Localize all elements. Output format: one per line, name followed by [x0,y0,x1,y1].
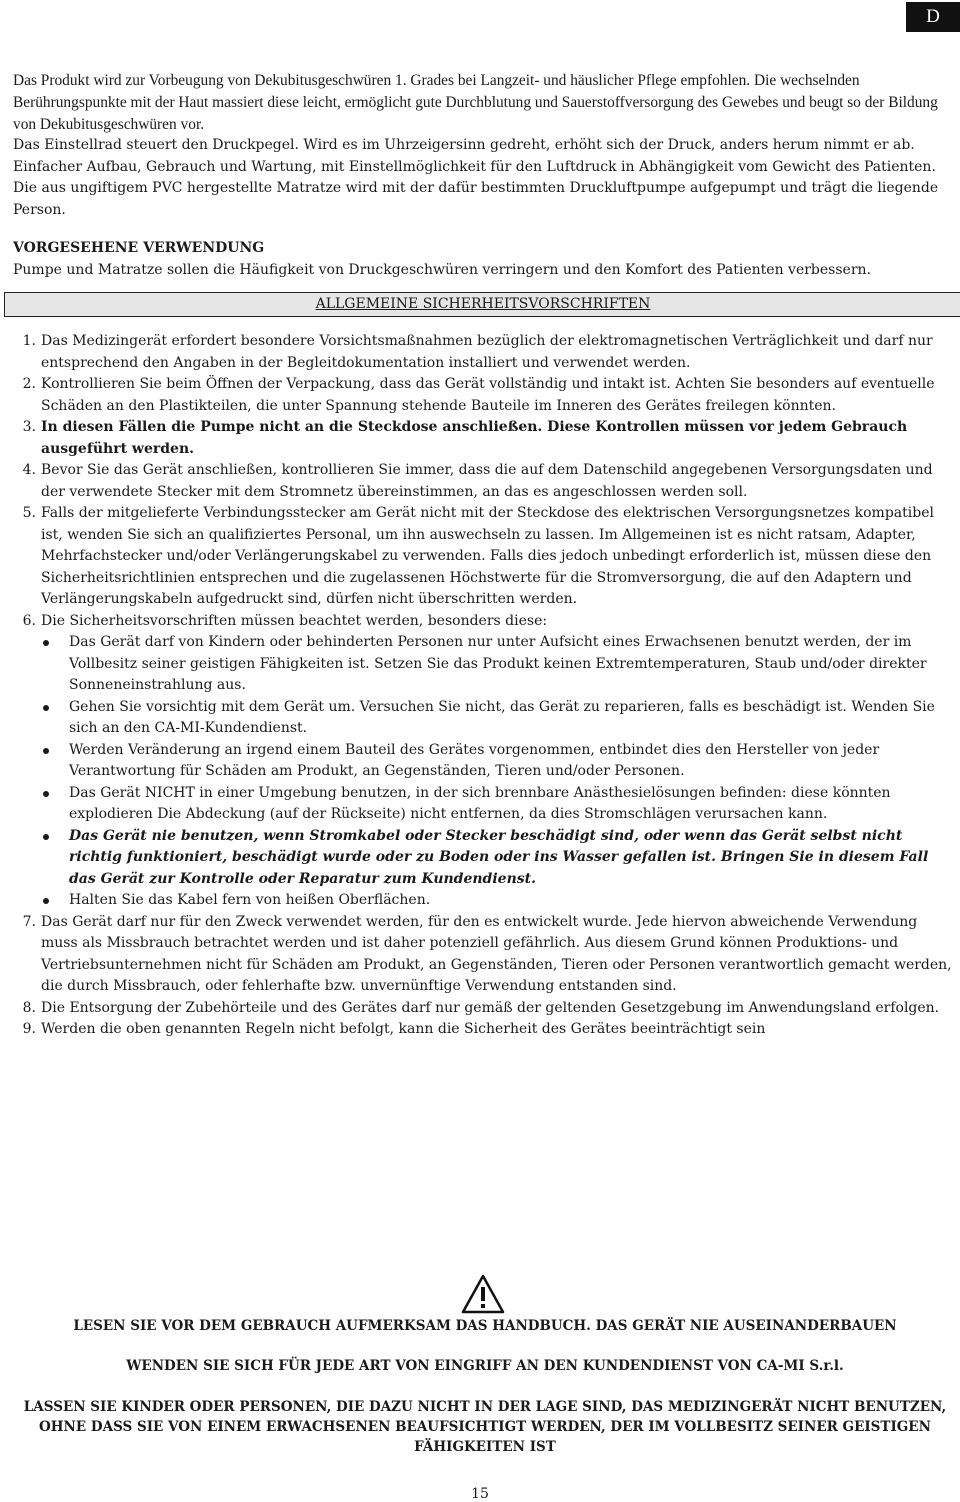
safety-sub-item: Das Gerät NICHT in einer Umgebung benutzen, in der sich brennbare Anästhesielösungen befinden: diese könnten explodieren Die Abdeckung (auf der Rückseite) nicht entfernen, da dies Stromschlägen verursachen kann. [41,783,957,826]
safety-rule [13,1019,957,1041]
rule-number: 4. [22,462,36,479]
rule-text: Das Medizingerät erfordert besondere Vorsichtsmaßnahmen bezüglich der elektromagnetischen Verträglichkeit und darf nur entsprechend den Angaben in der Begleitdokumentation installiert und verwendet werden. [41,333,933,371]
rule-text: In diesen Fällen die Pumpe nicht an die Steckdose anschließen. Diese Kontrollen müssen vor jedem Gebrauch ausgeführt werden. [41,419,908,457]
rule-number: 9. [22,1021,36,1038]
intro-paragraph: Die aus ungiftigem PVC hergestellte Matratze wird mit der dafür bestimmten Druckluftpumpe aufgepumpt und trägt die liegende Person. [13,180,939,218]
rule-text: Falls der mitgelieferte Verbindungsstecker am Gerät nicht mit der Steckdose des elektrischen Versorgungsnetzes kompatibel ist, wenden Sie sich an qualifiziertes Personal, um ihn auswechseln zu lassen. Im Allgemeinen ist es nicht ratsam, Adapter, Mehrfachstecker und/oder Verlängerungskabel zu verwenden. Falls dies jedoch unbedingt erforderlich ist, müssen diese den Sicherheitsrichtlinien entsprechen und die zugelassenen Höchstwerte für die Stromversorgung, die auf den Adaptern und Verlängerungskabeln aufgedruckt sind, dürfen nicht überschritten werden. [41,505,934,608]
safety-sub-list [41,632,957,912]
rule-number: 7. [22,913,36,930]
warning-children: LASSEN SIE KINDER ODER PERSONEN, DIE DAZU NICHT IN DER LAGE SIND, DAS MEDIZINGERÄT NICHT BENUTZEN, OHNE DASS SIE VON EINEM ERWACHSENEN BEAUFSICHTIGT WERDEN, DER IM VOLLBESITZ SEINER GEISTIGEN FÄHIGKEITEN IST [23,1399,947,1455]
rule-number: 6. [22,612,36,629]
rule-number: 3. [22,419,36,436]
safety-sub-item: Das Gerät nie benutzen, wenn Stromkabel oder Stecker beschädigt sind, oder wenn das Gerät selbst nicht richtig funktioniert, beschädigt wurde oder zu Boden oder ins Wasser gefallen ist. Bringen Sie in diesem Fall das Gerät zur Kontrolle oder Reparatur zum Kundendienst. [41,826,957,891]
rule-text: Die Sicherheitsvorschriften müssen beachtet werden, besonders diese: [41,612,548,629]
rule-text: Werden die oben genannten Regeln nicht befolgt, kann die Sicherheit des Gerätes beeinträchtigt sein [41,1021,766,1038]
safety-rule [13,460,957,503]
section-heading-intended-use: VORGESEHENE VERWENDUNG [13,240,265,257]
safety-sub-item: Das Gerät darf von Kindern oder behinderten Personen nur unter Aufsicht eines Erwachsenen benutzt werden, der im Vollbesitz seiner geistigen Fähigkeiten ist. Setzen Sie das Produkt keinen Extremtemperaturen, Staub und/oder direkter Sonneneinstrahlung aus. [41,632,957,697]
safety-sub-item: Gehen Sie vorsichtig mit dem Gerät um. Versuchen Sie nicht, das Gerät zu reparieren, falls es beschädigt ist. Wenden Sie sich an den CA-MI-Kundendienst. [41,697,957,740]
safety-banner: ALLGEMEINE SICHERHEITSVORSCHRIFTEN [4,292,960,317]
safety-rule [13,417,957,460]
rule-text: Kontrollieren Sie beim Öffnen der Verpackung, dass das Gerät vollständig und intakt ist. Achten Sie besonders auf eventuelle Schäden an den Plastikteilen, die unter Spannung stehende Bauteile im Inneren des Gerätes freilegen könnten. [41,376,935,414]
rule-number: 1. [22,333,36,350]
warning-triangle-icon [461,1274,505,1314]
rule-number: 8. [22,999,36,1016]
rule-number: 5. [22,505,36,522]
rule-text: Die Entsorgung der Zubehörteile und des Gerätes darf nur gemäß der geltenden Gesetzgebung im Anwendungsland erfolgen. [41,999,940,1016]
document-body [13,70,957,1041]
warning-read-manual: LESEN SIE VOR DEM GEBRAUCH AUFMERKSAM DAS HANDBUCH. DAS GERÄT NIE AUSEINANDERBAUEN [73,1318,897,1334]
language-badge: D [906,2,960,32]
safety-rule [13,611,957,912]
intended-use-text: Pumpe und Matratze sollen die Häufigkeit von Druckgeschwüren verringern und den Komfort des Patienten verbessern. [13,261,871,278]
safety-rules-list [13,331,957,1041]
safety-rule [13,374,957,417]
rule-text: Das Gerät darf nur für den Zweck verwendet werden, für den es entwickelt wurde. Jede hiervon abweichende Verwendung muss als Missbrauch betrachtet werden und ist daher potenziell gefährlich. Aus diesem Grund können Produktions- und Vertriebsunternehmen nicht für Schäden am Produkt, an Gegenständen, Tieren oder Personen verantwortlich gemacht werden, die durch Missbrauch, oder fehlerhafte bzw. unvernünftige Verwendung entstanden sind. [41,913,952,995]
safety-rule [13,912,957,998]
warning-contact-service: WENDEN SIE SICH FÜR JEDE ART VON EINGRIFF AN DEN KUNDENDIENST VON CA-MI S.r.l. [126,1358,844,1374]
intro-paragraph: Das Produkt wird zur Vorbeugung von Dekubitusgeschwüren 1. Grades bei Langzeit- und häuslicher Pflege empfohlen. Die wechselnden Berührungspunkte mit der Haut massiert diese leicht, ermöglicht gute Durchblutung und Sauerstoffversorgung des Gewebes und beugt so der Bildung von Dekubitusgeschwüren vor. [13,72,938,133]
safety-rule [13,503,957,611]
safety-rule [13,998,957,1020]
safety-rule [13,331,957,374]
intro-paragraph: Das Einstellrad steuert den Druckpegel. Wird es im Uhrzeigersinn gedreht, erhöht sich der Druck, anders herum nimmt er ab. Einfacher Aufbau, Gebrauch und Wartung, mit Einstellmöglichkeit für den Luftdruck in Abhängigkeit vom Gewicht des Patienten. [13,137,936,175]
page-number: 15 [471,1486,489,1502]
safety-sub-item: Halten Sie das Kabel fern von heißen Oberflächen. [41,890,957,912]
safety-sub-item: Werden Veränderung an irgend einem Bauteil des Gerätes vorgenommen, entbindet dies den Hersteller von jeder Verantwortung für Schäden am Produkt, an Gegenständen, Tieren und/oder Personen. [41,740,957,783]
rule-text: Bevor Sie das Gerät anschließen, kontrollieren Sie immer, dass die auf dem Datenschild angegebenen Versorgungsdaten und der verwendete Stecker mit dem Stromnetz übereinstimmen, an das es angeschlossen werden soll. [41,462,933,500]
rule-number: 2. [22,376,36,393]
